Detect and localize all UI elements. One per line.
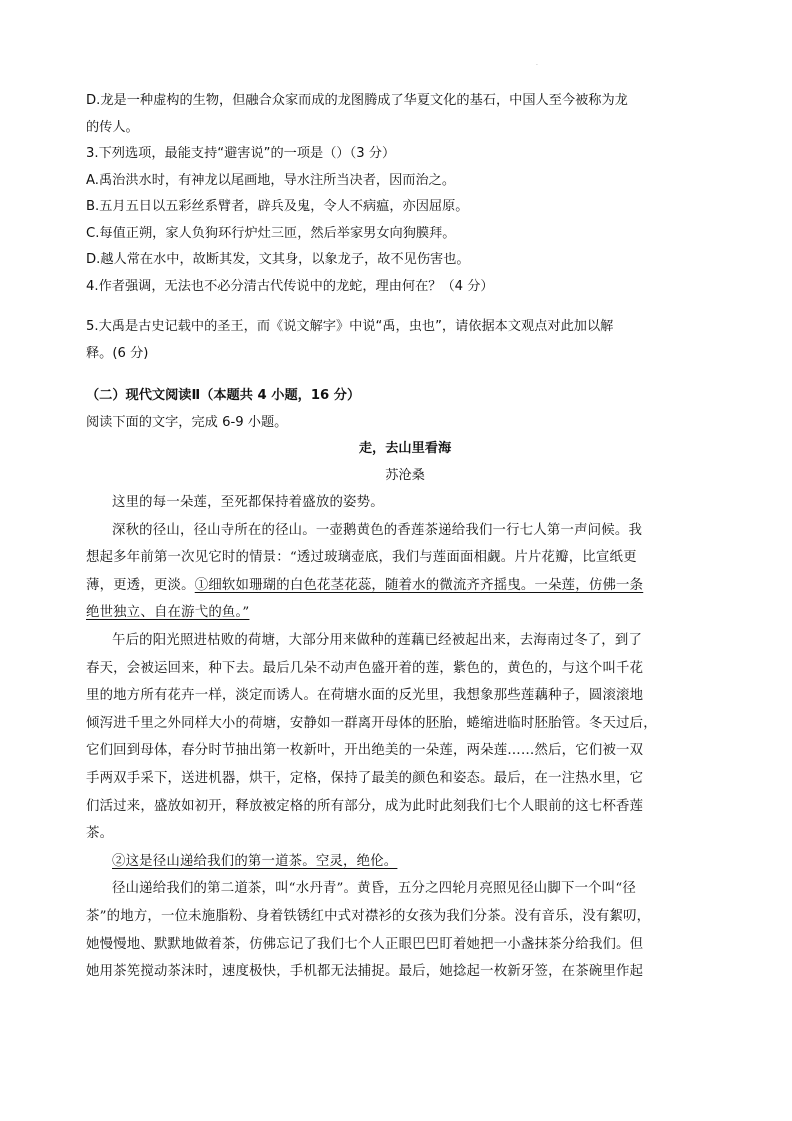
section-instruction: 阅读下面的文字，完成 6-9 小题。	[86, 414, 288, 430]
paragraph-1: 这里的每一朵莲，至死都保持着盛放的姿势。	[112, 495, 384, 510]
paragraph-4	[86, 848, 724, 876]
q3-option-c: C.每值正朔，家人负狗环行炉灶三匝，然后举家男女向狗膜拜。	[86, 225, 456, 241]
paragraph-3-line: 它们回到母体，春分时节抽出第一枚新叶，开出绝美的一朵莲，两朵莲……然后，它们被一双	[86, 743, 644, 759]
underlined-sentence-1: 绝世独立、自在游弋的鱼。”	[86, 605, 250, 621]
q2-option-d-line: D.龙是一种虚构的生物，但融合众家而成的龙图腾成了华夏文化的基石，中国人至今被称为龙	[86, 93, 628, 108]
q4-stem: 4.作者强调，无法也不必分清古代传说中的龙蛇，理由何在？（4 分）	[86, 278, 494, 294]
q3-option-a: A.禹治洪水时，有神龙以尾画地，导水注所当决者，因而治之。	[86, 172, 456, 188]
underlined-sentence-1: ①细软如珊瑚的白色花茎花蕊，随着水的微流齐齐摇曳。一朵莲，仿佛一条	[194, 577, 644, 593]
paragraph-3-line: 手两双手采下，送进机器，烘干，定格，保持了最美的颜色和姿态。最后，在一注热水里，它	[86, 770, 644, 786]
paragraph-3-line: 里的地方所有花卉一样，淡定而诱人。在荷塘水面的反光里，我想象那些莲藕种子，圆滚滚地	[86, 688, 644, 704]
question-block	[86, 88, 724, 436]
article-author: 苏沧桑	[385, 467, 425, 483]
q3-option-d: D.越人常在水中，故断其发，文其身，以象龙子，故不见伤害也。	[86, 252, 470, 267]
paragraph-3-line: 茶。	[86, 826, 114, 842]
q2-option-d-line: 的传人。	[86, 119, 139, 135]
paragraph-3-line: 倾泻进千里之外同样大小的荷塘，安静如一群离开母体的胚胎，蜷缩进临时胚胎管。冬天过后，	[86, 715, 657, 731]
paragraph-2-text: 薄，更透，更淡。	[86, 577, 195, 593]
paragraph-3-line: 们活过来，盛放如初开，释放被定格的所有部分，成为此时此刻我们七个人眼前的这七杯香莲	[86, 798, 644, 814]
paragraph-5-line: 她慢慢地、默默地做着茶，仿佛忘记了我们七个人正眼巴巴盯着她把一小盏抹茶分给我们。但	[86, 936, 644, 952]
paragraph-3-line: 春天，会被运回来，种下去。最后几朵不动声色盛开着的莲，紫色的，黄色的，与这个叫千花	[86, 660, 644, 676]
page-top-mark: ·	[536, 62, 538, 69]
section-heading: （二）现代文阅读Ⅱ（本题共 4 小题，16 分）	[86, 388, 361, 403]
paragraph-5-line: 她用茶筅搅动茶沫时，速度极快，手机都无法捕捉。最后，她捻起一枚新牙签，在茶碗里作起	[86, 964, 644, 980]
q3-stem: 3.下列选项，最能支持“避害说”的一项是（）（3 分）	[86, 146, 396, 161]
underlined-sentence-2: ②这是径山递给我们的第一道茶。空灵，绝伦。	[112, 853, 398, 869]
article-title: 走，去山里看海	[358, 441, 452, 456]
q3-option-b: B.五月五日以五彩丝系臂者，辟兵及鬼，令人不病瘟，亦因屈原。	[86, 199, 469, 214]
paragraph-5-line: 茶”的地方，一位未施脂粉、身着铁锈红中式对襟衫的女孩为我们分茶。没有音乐，没有絮叨，	[86, 908, 651, 924]
document-page	[86, 88, 724, 986]
paragraph-2-line: 深秋的径山，径山寺所在的径山。一壶鹅黄色的香莲茶递给我们一行七人第一声问候。我	[112, 522, 643, 538]
paragraph-3-line: 午后的阳光照进枯败的荷塘，大部分用来做种的莲藕已经被起出来，去海南过冬了，到了	[112, 632, 643, 648]
article-body	[86, 489, 724, 986]
paragraph-2-line: 想起多年前第一次见它时的情景：“透过玻璃壶底，我们与莲面面相觑。片片花瓣，比宣纸更	[86, 550, 637, 566]
paragraph-5-line: 径山递给我们的第二道茶，叫“水丹青”。黄昏，五分之四轮月亮照见径山脚下一个叫“径	[112, 881, 636, 897]
q5-stem: 5.大禹是古史记载中的圣王，而《说文解字》中说“禹，虫也”，请依据本文观点对此加以解	[86, 319, 614, 334]
paragraph-2-line	[86, 599, 724, 627]
paragraph-2-line	[86, 572, 724, 600]
q5-stem: 释。(6 分)	[86, 345, 149, 361]
